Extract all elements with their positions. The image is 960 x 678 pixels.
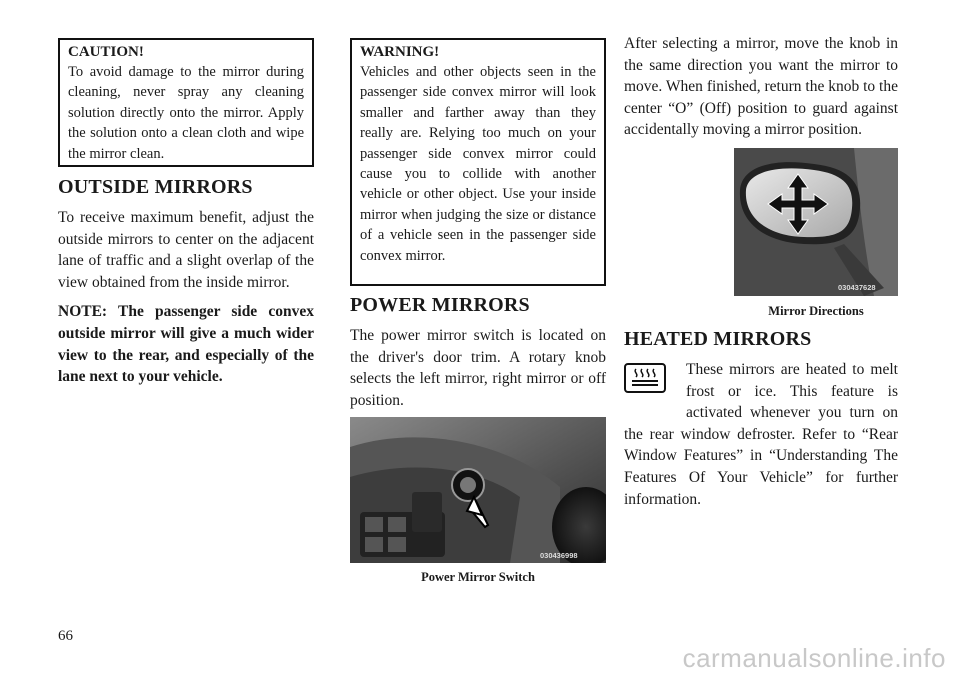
heated-mirrors-section: [624, 359, 898, 510]
outside-mirrors-note: NOTE: The passenger side convex outside mirror will give a much wider view to the rear, and especially of the lane next to your vehicle.: [58, 303, 314, 386]
power-mirror-switch-caption: Power Mirror Switch: [421, 570, 535, 585]
column-right: [624, 33, 898, 510]
side-mirror-illustration: [734, 148, 898, 296]
mirror-directions-figure-id: 030437628: [838, 282, 876, 292]
outside-mirrors-heading: OUTSIDE MIRRORS: [58, 176, 253, 198]
page-number: 66: [58, 628, 73, 644]
mirror-directions-caption: Mirror Directions: [768, 303, 864, 318]
warning-box: [350, 38, 606, 286]
power-mirrors-heading: POWER MIRRORS: [350, 294, 530, 316]
caution-title: CAUTION!: [68, 44, 144, 60]
mirror-move-body: After selecting a mirror, move the knob in the same direction you want the mirror to move. When finished, return the knob to the center “O” (Off) position to guard against accidentally moving a mirror position.: [624, 35, 898, 139]
heated-mirrors-text: These mirrors are heated to melt frost or ice. This feature is activated whenever you turn on the rear window defroster. Refer to “Rear Window Features” in “Understanding The Features Of Your Vehicle” for further information.: [624, 360, 898, 508]
caution-box: [58, 38, 314, 167]
rear-defroster-icon: [624, 363, 666, 393]
column-middle: [350, 38, 606, 585]
caution-text: To avoid damage to the mirror during cleaning, never spray any cleaning solution directly onto the mirror. Apply the solution onto a clean cloth and wipe the mirror clean.: [68, 64, 304, 162]
power-mirror-figure-id: 030436998: [540, 551, 578, 561]
warning-title: WARNING!: [360, 44, 440, 60]
door-trim-illustration: [350, 417, 606, 563]
heated-mirrors-heading: HEATED MIRRORS: [624, 327, 812, 350]
watermark: carmanualsonline.info: [682, 643, 946, 673]
column-left: [58, 38, 314, 388]
power-mirror-switch-image: [350, 417, 606, 563]
power-mirrors-body: The power mirror switch is located on the driver's door trim. A rotary knob selects the left mirror, right mirror or off position.: [350, 327, 606, 409]
warning-text: Vehicles and other objects seen in the passenger side convex mirror will look smaller and farther away than they really are. Relying too much on your passenger side convex mirror could cause you to collide with another vehicle or other object. Use your inside mirror when judging the size or distance of a vehicle seen in the passenger side convex mirror.: [360, 64, 596, 264]
mirror-directions-image: [734, 148, 898, 296]
outside-mirrors-body: To receive maximum benefit, adjust the outside mirrors to center on the adjacent lane of traffic and a slight overlap of the view obtained from the inside mirror.: [58, 209, 314, 291]
